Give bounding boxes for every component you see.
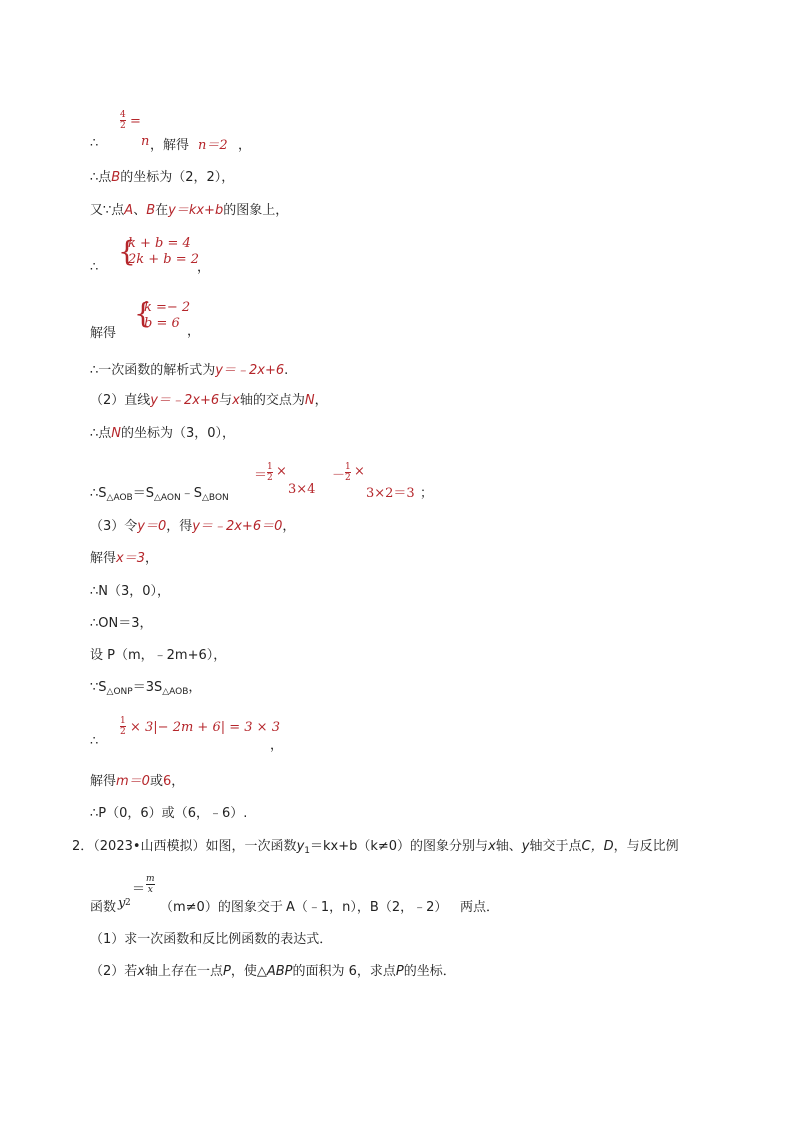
- left-brace-icon: {: [118, 235, 136, 268]
- fraction-4-over-2: 4 2: [120, 110, 126, 131]
- equals-sign: =: [130, 114, 141, 129]
- solution-line-18: ∴P（0，6）或（6，﹣6）.: [90, 806, 248, 821]
- problem-2-line-1: 2．（2023•山西模拟）如图，一次函数$y_1=kx+b(k\ne 0)$的图象分别与x轴、y轴交于点C，D，与反比例: [72, 839, 679, 856]
- variable-n: n: [141, 134, 150, 149]
- solution-line-13: ∴ON＝3，: [90, 616, 153, 631]
- text-jiede: ，解得: [150, 138, 190, 153]
- solution-line-15: $\because S_{\triangle ONP}=3S_{\triangle AOB}$，: [90, 680, 202, 697]
- expr-n-eq-2: n＝2: [198, 138, 228, 153]
- problem-2-question-2: （2）若x轴上存在一点P，使△ABP的面积为 6，求点P的坐标．: [90, 964, 456, 979]
- left-brace-icon: {: [134, 297, 152, 330]
- solution-line-10: （3）令y＝0，得y＝﹣2x+6＝0，: [90, 519, 296, 534]
- solution-line-12: ∴N（3，0），: [90, 584, 171, 599]
- fraction-one-half: 1 2: [120, 716, 126, 737]
- solution-line-5-system: 解得 { k =− 2 b = 6 ，: [90, 297, 201, 341]
- therefore-symbol: ∴: [90, 136, 99, 151]
- comma: ，: [238, 138, 252, 153]
- solution-line-11: 解得x＝3，: [90, 551, 158, 566]
- solution-line-9-area: $\therefore S_{\triangle AOB}=S_{\triangle AON}﹣S_{\triangle BON}$ ＝ 1 2 × 3×4 － 1 2 × 3×2＝3 ；: [90, 462, 434, 503]
- fraction-one-half: 1 2: [345, 462, 351, 483]
- solution-line-17: 解得m＝0或6，: [90, 774, 185, 789]
- fraction-one-half: 1 2: [267, 462, 273, 483]
- solution-line-16: ∴ 1 2 × 3|− 2m + 6| = 3 × 3 ，: [90, 716, 284, 753]
- solution-line-14: 设 P（m，﹣2m+6），: [90, 648, 227, 663]
- solution-line-7: （2）直线y＝﹣2x+6与x轴的交点为N，: [90, 393, 328, 408]
- solution-line-3: 又∵点A、B在y＝kx+b的图象上，: [90, 203, 289, 218]
- problem-2-line-2: 函数 y 2 ＝ m x （m≠0）的图象交于 A（﹣1，n），B（2，﹣2） 两点．: [90, 874, 500, 915]
- solution-line-4-system: ∴ { k + b = 4 2k + b = 2 ，: [90, 235, 211, 275]
- problem-2-question-1: （1）求一次函数和反比例函数的表达式．: [90, 932, 333, 947]
- solution-line-6: ∴一次函数的解析式为y＝﹣2x+6.: [90, 363, 289, 378]
- solution-line-8: ∴点N的坐标为（3，0），: [90, 426, 236, 441]
- fraction-m-over-x: m x: [146, 874, 155, 895]
- solution-line-2: ∴点B的坐标为（2，2），: [90, 170, 235, 185]
